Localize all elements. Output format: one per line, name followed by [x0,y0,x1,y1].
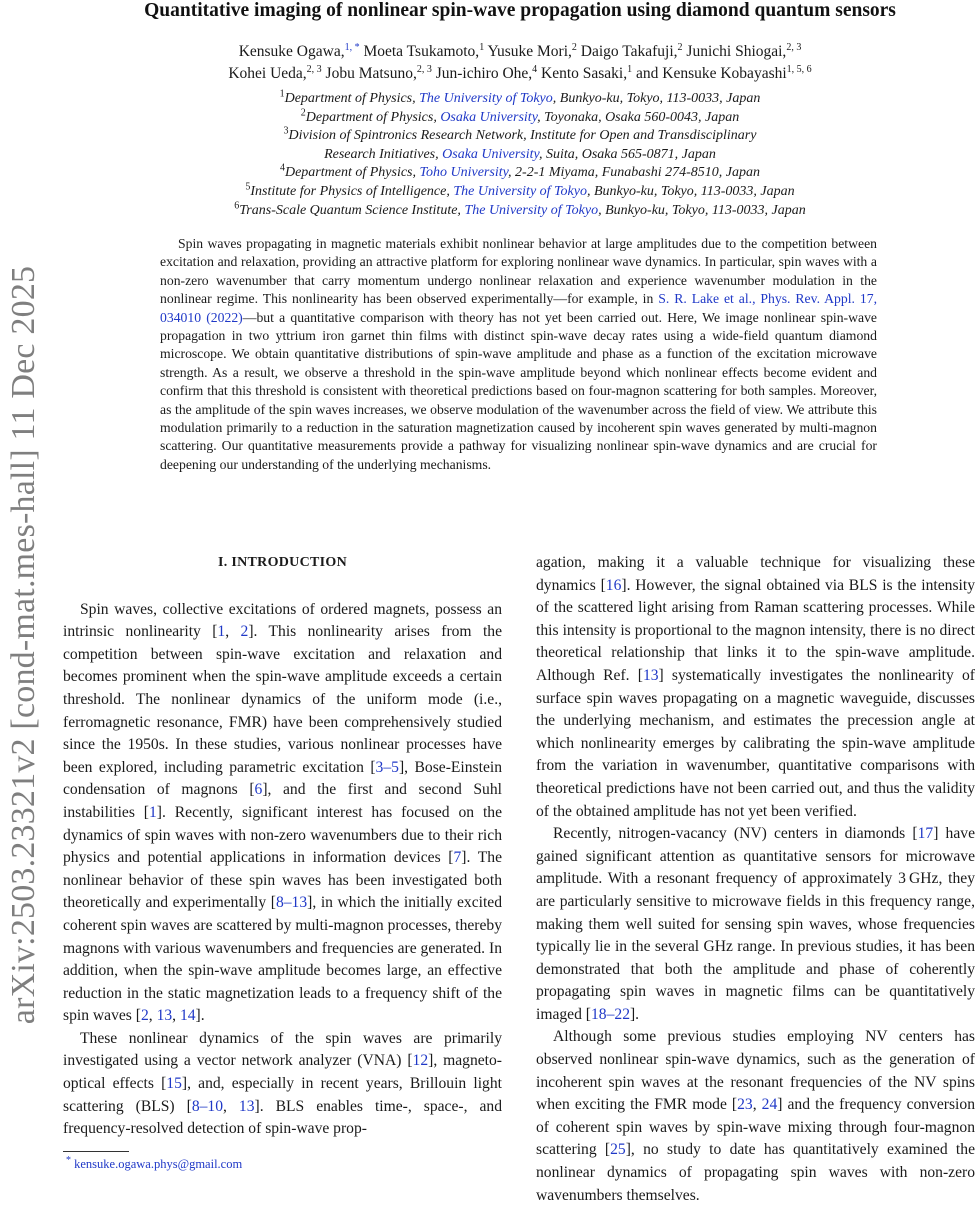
paragraph-text: , [225,623,241,641]
citation-link[interactable]: 25 [610,1141,626,1159]
author: Jun-ichiro Ohe, [435,65,533,82]
paragraph-text: ] have gained significant attention as quantitative sensors for microwave amplitude. With a resonant frequency of approximately 3 GHz, they are particularly sensitive to microwave fields in this frequency range, making them well suited for sensing spin waves, whose frequencies typically lie in the several GHz range. In previous studies, it has been demonstrated that both the amplitude and phase of coherently propagating spin waves in magnetic films can be quantitatively imaged [ [536,825,975,1023]
paragraph-text: , [752,1096,762,1114]
author-affil-mark: 2 [677,41,683,53]
citation-link[interactable]: 13 [238,1097,255,1115]
paragraph-text: ], and the first and second Suhl instabilities [ [63,781,502,821]
paragraph-text: ]. However, the signal obtained via BLS is the intensity of the scattered light arising from Raman scattering processes. While this intensity is proportional to the magnon intensity, there is no direct theoretical relationship that links it to the spin-wave amplitude. Although Ref. [ [536,576,975,684]
paragraph-text: ] and the frequency conversion of coherent spin waves by spin-wave mixing through four-magnon scattering [ [536,1096,975,1159]
paragraph-text: Although some previous studies employing NV centers has observed nonlinear spin-wave dynamics, such as the generation of incoherent spin waves at the resonant frequencies of the NV spins when exciting the FMR mode [ [536,1028,975,1114]
citation-link[interactable]: 2 [140,1007,149,1025]
affiliation: $^5$Institute for Physics of Intelligence, The University of Tokyo, Bunkyo-ku, Tokyo, 113-0033, Japan [245,181,795,199]
university-link[interactable]: Toho University [419,165,509,181]
paragraph-text: ]. [195,1007,205,1025]
paragraph-text: Spin waves, collective excitations of ordered magnets, possess an intrinsic nonlinearity [ [63,600,502,641]
citation-link[interactable]: 1 [148,803,157,821]
paragraph-text: ], in which the initially excited coherent spin waves are scattered by multi-magnon processes, thereby magnons with various wavenumbers and frequencies are generated. In addition, when the spin-wave amplitude becomes large, an effective reduction in the static magnetization leads to a frequency shift of the spin waves [ [63,894,503,1025]
citation-link[interactable]: 7 [453,849,462,867]
author-affil-mark: 1, 5, 6 [786,63,812,75]
paragraph [536,823,975,1026]
university-link[interactable]: Osaka University [440,109,538,125]
affiliation: $^1$Department of Physics, The University of Tokyo, Bunkyo-ku, Tokyo, 113-0033, Japan [279,88,761,106]
abstract: Spin waves propagating in magnetic materials exhibit nonlinear behavior at large amplitudes due to the competition between excitation and relaxation, providing an attractive platform for exploring nonlinear wave dynamics. In particular, spin waves with a non-zero wavenumber that carry momentum undergo nonlinear relaxation and experience wavenumber modulation in the nonlinear regime. This nonlinearity has been observed experimentally—for example, in S. R. Lake et al., Phys. Rev. Appl. 17, 034010 (2022)—but a quantitative comparison with theory has not yet been carried out. Here, We image nonlinear spin-wave propagation in two yttrium iron garnet thin films with distinct spin-wave decay rates using a wide-field quantum diamond microscope. We obtain quantitative distributions of spin-wave amplitude and phase as a function of the excitation microwave strength. As a result, we observe a threshold in the spin-wave amplitude beyond which nonlinear effects become evident and confirm that this threshold is consistent with theoretical predictions based on four-magnon scattering for both samples. Moreover, as the amplitude of the spin waves increases, we observe modulation of the wavenumber across the field of view. We attribute this modulation primarily to a reduction in the saturation magnetization caused by incoherent spin waves generated by multi-magnon scattering. Our quantitative measurements provide a pathway for visualizing nonlinear spin-wave dynamics and are crucial for deepening our understanding of the underlying mechanisms. [160,236,877,472]
university-link[interactable]: The University of Tokyo [464,202,599,218]
affiliation: $^3$Division of Spintronics Research Network, Institute for Open and Transdisciplinary Research Initiatives, Osaka University, Suita, Osaka 565-0871, Japan [283,125,757,162]
citation-link[interactable]: 8–10 [191,1097,223,1115]
paragraph-text: , [172,1007,180,1025]
author: Kento Sasaki, [541,65,628,82]
citation-link[interactable]: 8–13 [275,894,308,912]
author-affil-mark: 2, 3 [786,41,802,53]
footnote-mark: * [66,1154,71,1166]
paragraph-text: Recently, nitrogen-vacancy (NV) centers in diamonds [ [553,825,918,843]
author: Daigo Takafuji, [580,43,678,60]
paragraph-text: , [223,1097,239,1115]
affiliation-list [170,90,870,220]
citation-link[interactable]: 24 [761,1096,778,1114]
citation-link[interactable]: 2 [240,623,249,641]
author-affil-mark: 4 [532,63,538,75]
citation-link[interactable]: 17 [917,825,934,843]
author: Kensuke Ogawa, [238,43,345,60]
citation-link[interactable]: 13 [642,666,659,684]
citation-link[interactable]: 16 [605,576,622,594]
paragraph-text: ]. BLS enables time-, space-, and frequency-resolved detection of spin-wave prop- [63,1097,503,1138]
paragraph-text: ]. The nonlinear behavior of these spin waves has been investigated both theoretically and experimentally [ [63,849,503,912]
left-column [63,548,502,1141]
paragraph-text: ] systematically investigates the nonlinearity of surface spin waves propagating on a magnetic waveguide, discusses the underlying mechanism, and estimates the precession angle at which nonlinearity emerges by calibrating the spin-wave amplitude from the variation in wavenumber, quantitative comparisons with theoretical predictions have not been carried out, and thus the validity of the obtained amplitude has not yet been verified. [536,666,975,820]
arxiv-identifier: arXiv:2503.23321v2 [cond-mat.mes-hall] 11 Dec 2025 [5,265,42,1025]
university-link[interactable]: Osaka University [442,146,539,162]
footnote-divider [63,1151,129,1152]
paragraph-text: ], no study to date has quantitatively examined the nonlinear dynamics of propagating spin waves with non-zero wavenumbers themselves. [536,1141,975,1204]
paragraph [536,1026,975,1207]
author-affil-mark: 2, 3 [416,63,432,75]
citation-link[interactable]: 15 [166,1075,182,1093]
author: Jobu Matsuno, [325,65,417,82]
paragraph-text: agation, making it a valuable technique for visualizing these dynamics [ [536,554,975,594]
paragraph-text: , [148,1007,157,1025]
paragraph-text: ]. [629,1005,640,1023]
author-affil-mark: 2, 3 [306,63,322,75]
author: Moeta Tsukamoto, [363,43,480,60]
right-column [536,552,975,1207]
arxiv-sidebar [2,205,46,1085]
citation-link[interactable]: 12 [412,1052,429,1070]
paragraph-text: ]. This nonlinearity arises from the competition between spin-wave excitation and relaxation and becomes prominent when the spin-wave amplitude exceeds a certain threshold. The nonlinear dynamics of the uniform mode (i.e., ferromagnetic resonance, FMR) have been comprehensively studied since the 1950s. In these studies, various nonlinear processes have been explored, including parametric excitation [ [63,623,502,776]
affiliation: $^6$Trans-Scale Quantum Science Institute, The University of Tokyo, Bunkyo-ku, Tokyo, 113-0033, Japan [234,199,806,218]
paragraph-text: ], and, especially in recent years, Brillouin light scattering (BLS) [ [63,1075,502,1115]
author-affil-mark: 1 [479,41,485,53]
author: and Kensuke Kobayashi [636,65,787,82]
paragraph-text: ]. Recently, significant interest has focused on the dynamics of spin waves with non-zero wavenumbers due to their rich physics and potential applications in information devices [ [63,803,502,867]
citation-link[interactable]: 14 [179,1007,196,1025]
citation-link[interactable]: 18–22 [591,1005,630,1023]
author: Kohei Ueda, [228,65,307,82]
citation-link[interactable]: 23 [737,1096,753,1114]
university-link[interactable]: The University of Tokyo [419,91,553,106]
author-affil-mark: 2 [571,41,577,53]
footnote [66,1156,242,1172]
citation-link[interactable]: 6 [254,781,263,799]
section-heading: I. INTRODUCTION [218,555,347,570]
reference-link[interactable]: S. R. Lake et al., Phys. Rev. Appl. 17, 034010 (2022) [160,291,877,325]
author-affil-mark[interactable]: 1, * [344,41,360,53]
citation-link[interactable]: 1 [217,623,226,641]
paper-title: Quantitative imaging of nonlinear spin-wave propagation using diamond quantum sensors [144,0,896,21]
author-affil-mark: 1 [627,63,633,75]
author: Junichi Shiogai, [686,43,787,60]
citation-link[interactable]: 3–5 [375,758,399,776]
paragraph [63,1028,502,1141]
affiliation: $^4$Department of Physics, Toho University, 2-2-1 Miyama, Funabashi 274-8510, Japan [279,162,761,181]
paragraph-text: These nonlinear dynamics of the spin waves are primarily investigated using a vector network analyzer (VNA) [ [63,1029,502,1070]
paragraph [536,552,975,823]
citation-link[interactable]: 13 [156,1007,173,1025]
author-list [160,41,880,85]
paragraph [63,599,502,1028]
author: Yusuke Mori, [487,43,572,60]
paragraph-text: ], Bose-Einstein condensation of magnons [ [63,758,502,799]
university-link[interactable]: The University of Tokyo [453,183,587,199]
affiliation: $^2$Department of Physics, Osaka University, Toyonaka, Osaka 560-0043, Japan [300,106,740,125]
paragraph-text: ], magneto-optical effects [ [63,1052,502,1093]
email-link[interactable]: kensuke.ogawa.phys@gmail.com [74,1157,243,1171]
